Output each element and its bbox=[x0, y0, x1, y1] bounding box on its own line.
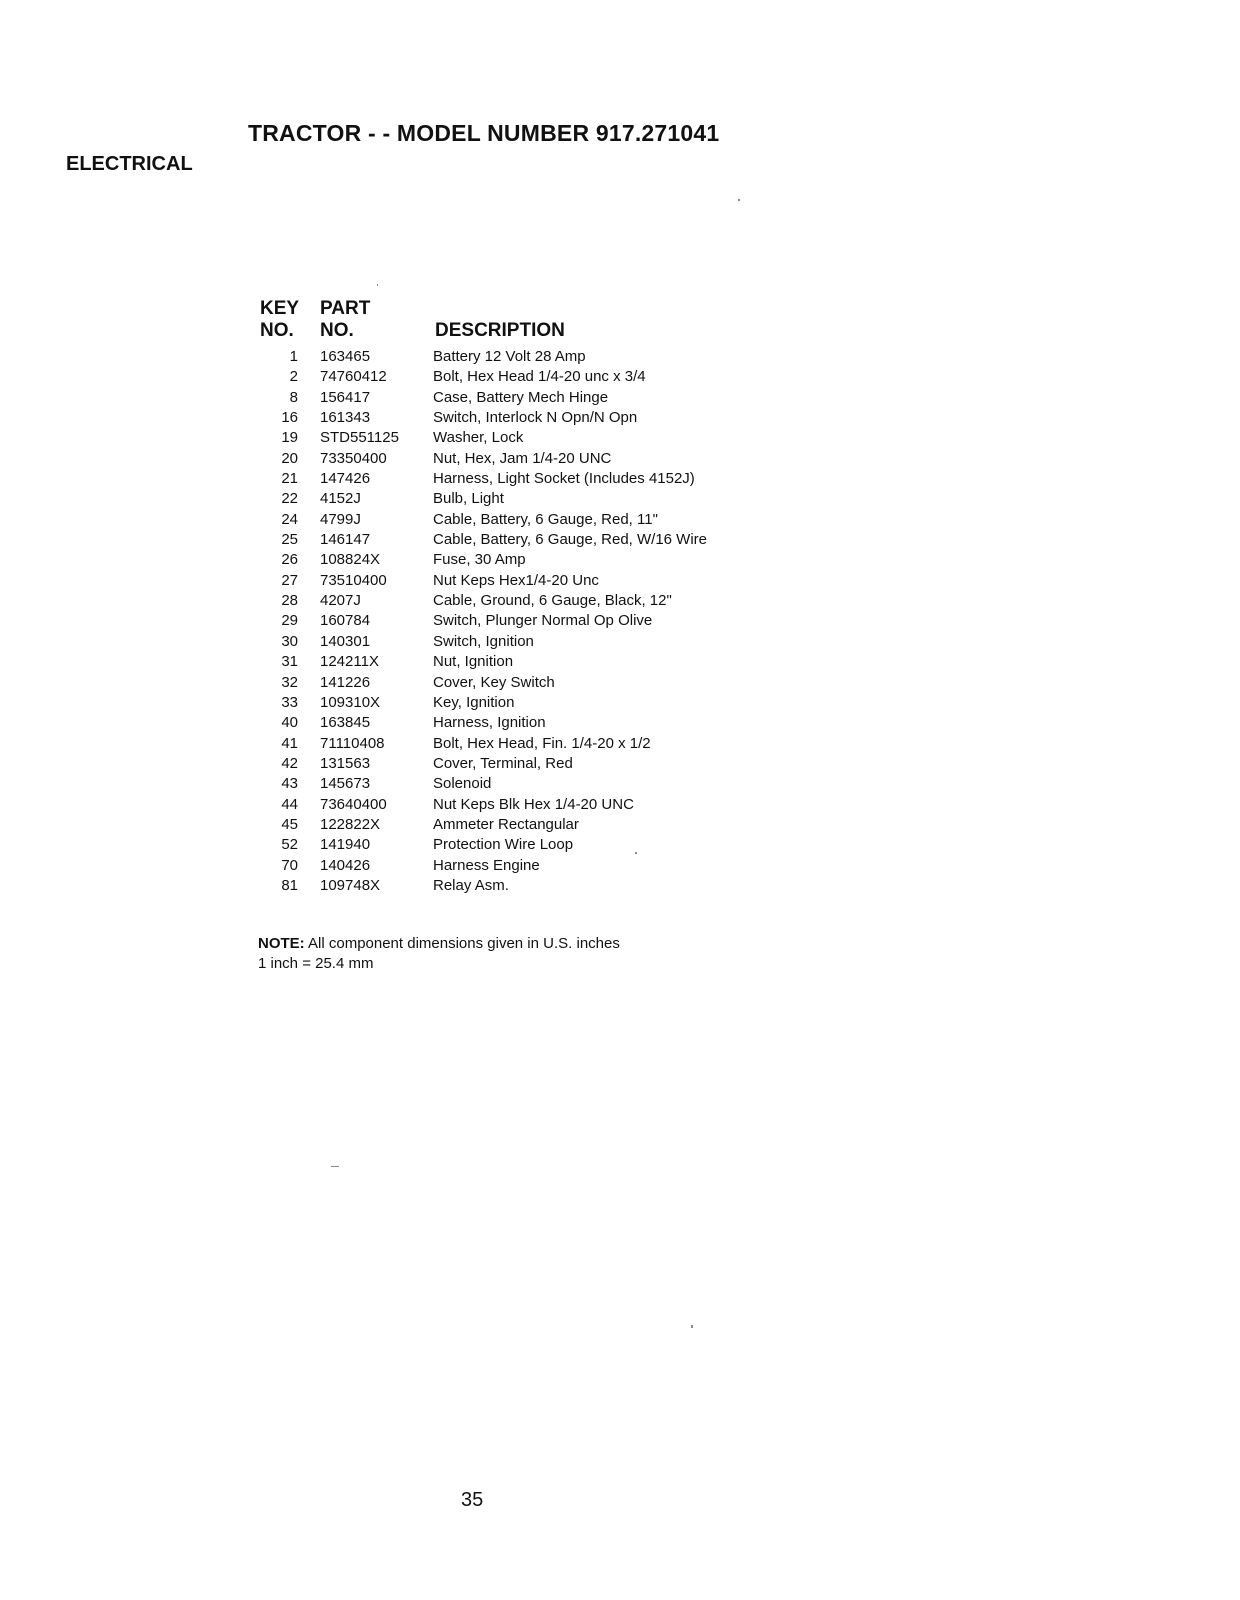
part-description: Nut, Ignition bbox=[433, 653, 514, 671]
column-header-part-line1: PART bbox=[320, 298, 371, 319]
part-description: Cable, Ground, 6 Gauge, Black, 12" bbox=[433, 592, 672, 610]
table-row bbox=[250, 469, 770, 489]
section-title: ELECTRICAL bbox=[66, 153, 193, 175]
table-row bbox=[250, 632, 770, 652]
key-number: 2 bbox=[289, 368, 298, 386]
part-description: Fuse, 30 Amp bbox=[433, 551, 526, 569]
table-row bbox=[250, 571, 770, 591]
note bbox=[258, 934, 620, 974]
part-number: 161343 bbox=[320, 409, 371, 427]
part-number: 109310X bbox=[320, 693, 381, 711]
key-number: 31 bbox=[281, 653, 298, 671]
table-row bbox=[250, 673, 770, 693]
part-number: 163845 bbox=[320, 714, 371, 732]
part-description: Ammeter Rectangular bbox=[433, 815, 579, 833]
part-number: 73350400 bbox=[320, 449, 387, 467]
parts-list bbox=[250, 347, 770, 896]
part-number: 160784 bbox=[320, 612, 371, 630]
part-description: Harness Engine bbox=[433, 856, 540, 874]
part-number: 140301 bbox=[320, 632, 371, 650]
part-number: 163465 bbox=[320, 348, 371, 365]
key-number: 33 bbox=[281, 693, 298, 711]
table-row bbox=[250, 489, 770, 509]
part-number: 146147 bbox=[320, 531, 371, 549]
part-number: 131563 bbox=[320, 754, 371, 772]
part-description: Harness, Ignition bbox=[433, 714, 546, 732]
part-description: Bolt, Hex Head, Fin. 1/4-20 x 1/2 bbox=[433, 734, 651, 752]
part-number: 122822X bbox=[320, 815, 381, 833]
part-number: 156417 bbox=[320, 388, 371, 406]
key-number: 40 bbox=[281, 714, 298, 732]
column-header-part-no bbox=[320, 298, 370, 342]
key-number: 43 bbox=[281, 775, 298, 793]
note-line bbox=[258, 934, 620, 954]
column-header-key-no bbox=[260, 298, 299, 342]
table-row bbox=[250, 876, 770, 896]
part-description: Relay Asm. bbox=[433, 876, 509, 894]
key-number: 44 bbox=[281, 795, 298, 813]
key-number: 70 bbox=[281, 856, 298, 874]
key-number: 30 bbox=[281, 632, 298, 650]
part-description: Key, Ignition bbox=[433, 693, 515, 711]
column-header-key-line1: KEY bbox=[260, 298, 300, 319]
key-number: 22 bbox=[281, 490, 298, 508]
part-description: Protection Wire Loop bbox=[433, 836, 574, 854]
key-number: 8 bbox=[289, 388, 298, 406]
table-row bbox=[250, 815, 770, 835]
part-description: Nut Keps Hex1/4-20 Unc bbox=[433, 571, 599, 589]
part-description: Switch, Ignition bbox=[433, 632, 534, 650]
table-row bbox=[250, 388, 770, 408]
part-description: Cover, Terminal, Red bbox=[433, 754, 573, 772]
part-description: Battery 12 Volt 28 Amp bbox=[433, 348, 586, 365]
part-description: Cover, Key Switch bbox=[433, 673, 555, 691]
part-description: Washer, Lock bbox=[433, 429, 524, 447]
table-row bbox=[250, 835, 770, 855]
table-row bbox=[250, 856, 770, 876]
note-text: All component dimensions given in U.S. inches bbox=[308, 935, 620, 952]
table-row bbox=[250, 795, 770, 815]
key-number: 16 bbox=[281, 409, 298, 427]
part-description: Solenoid bbox=[433, 775, 492, 793]
scan-speck bbox=[738, 199, 740, 201]
table-row bbox=[250, 367, 770, 387]
part-number: 4799J bbox=[320, 510, 361, 528]
part-number: 141226 bbox=[320, 673, 371, 691]
part-description: Switch, Interlock N Opn/N Opn bbox=[433, 409, 638, 427]
part-description: Nut, Hex, Jam 1/4-20 UNC bbox=[433, 449, 612, 467]
part-number: 108824X bbox=[320, 551, 381, 569]
key-number: 25 bbox=[281, 531, 298, 549]
column-header-key-line2: NO. bbox=[260, 320, 294, 341]
key-number: 45 bbox=[281, 815, 298, 833]
key-number: 21 bbox=[281, 470, 298, 488]
part-description: Bolt, Hex Head 1/4-20 unc x 3/4 bbox=[433, 368, 646, 386]
scan-speck bbox=[331, 1166, 339, 1167]
key-number: 28 bbox=[281, 592, 298, 610]
key-number: 26 bbox=[281, 551, 298, 569]
table-row bbox=[250, 713, 770, 733]
part-description: Case, Battery Mech Hinge bbox=[433, 388, 609, 406]
part-number: 74760412 bbox=[320, 368, 387, 386]
scan-speck bbox=[635, 852, 637, 854]
key-number: 20 bbox=[281, 449, 298, 467]
table-row bbox=[250, 734, 770, 754]
key-number: 42 bbox=[281, 754, 298, 772]
part-number: 140426 bbox=[320, 856, 371, 874]
part-number: 147426 bbox=[320, 470, 371, 488]
key-number: 24 bbox=[281, 510, 298, 528]
table-row bbox=[250, 347, 770, 367]
scan-speck bbox=[377, 284, 378, 286]
part-number: 73640400 bbox=[320, 795, 387, 813]
part-description: Cable, Battery, 6 Gauge, Red, W/16 Wire bbox=[433, 531, 708, 549]
table-row bbox=[250, 530, 770, 550]
part-number: 4207J bbox=[320, 592, 361, 610]
part-description: Cable, Battery, 6 Gauge, Red, 11" bbox=[433, 510, 658, 528]
key-number: 29 bbox=[281, 612, 298, 630]
part-number: 4152J bbox=[320, 490, 361, 508]
table-row bbox=[250, 510, 770, 530]
note-label: NOTE: bbox=[258, 935, 305, 952]
part-number: 109748X bbox=[320, 876, 381, 894]
part-number: 73510400 bbox=[320, 571, 387, 589]
unit-conversion: 1 inch = 25.4 mm bbox=[258, 955, 374, 972]
key-number: 27 bbox=[281, 571, 298, 589]
table-row bbox=[250, 611, 770, 631]
part-description: Switch, Plunger Normal Op Olive bbox=[433, 612, 653, 630]
column-header-description: DESCRIPTION bbox=[435, 320, 565, 341]
part-description: Bulb, Light bbox=[433, 490, 504, 508]
table-row bbox=[250, 652, 770, 672]
page-number: 35 bbox=[461, 1489, 484, 1511]
table-row bbox=[250, 550, 770, 570]
key-number: 19 bbox=[281, 429, 298, 447]
table-row bbox=[250, 693, 770, 713]
key-number: 32 bbox=[281, 673, 298, 691]
key-number: 81 bbox=[281, 876, 298, 894]
column-header-part-line2: NO. bbox=[320, 320, 354, 341]
part-description: Harness, Light Socket (Includes 4152J) bbox=[433, 470, 695, 488]
part-description: Nut Keps Blk Hex 1/4-20 UNC bbox=[433, 795, 634, 813]
key-number: 41 bbox=[281, 734, 298, 752]
part-number: 145673 bbox=[320, 775, 371, 793]
key-number: 52 bbox=[281, 836, 298, 854]
table-row bbox=[250, 449, 770, 469]
page-title: TRACTOR - - MODEL NUMBER 917.271041 bbox=[248, 120, 720, 146]
table-row bbox=[250, 754, 770, 774]
table-row bbox=[250, 428, 770, 448]
scan-speck bbox=[691, 1325, 693, 1328]
table-row bbox=[250, 591, 770, 611]
part-number: 124211X bbox=[320, 653, 379, 671]
part-number: 71110408 bbox=[320, 734, 385, 752]
part-number: 141940 bbox=[320, 836, 371, 854]
key-number: 1 bbox=[289, 348, 298, 365]
table-row bbox=[250, 774, 770, 794]
table-row bbox=[250, 408, 770, 428]
part-number: STD551125 bbox=[320, 429, 399, 447]
